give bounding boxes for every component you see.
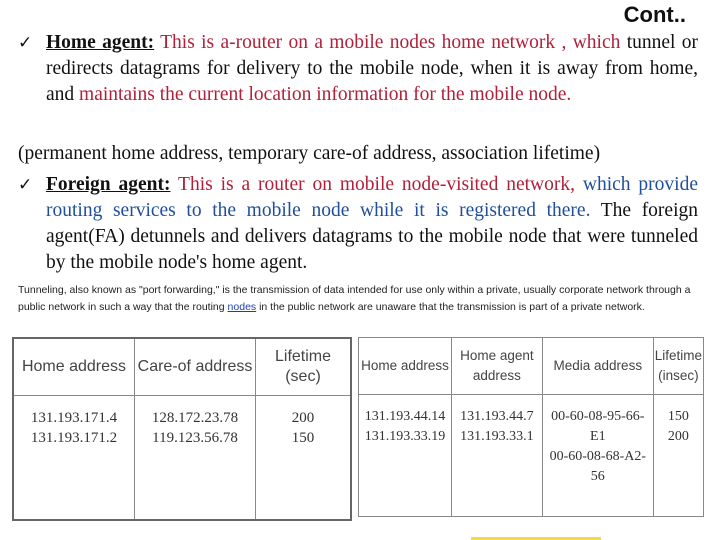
slide-title: Cont.. [623,2,686,27]
table1-cell: 128.172.23.78 119.123.56.78 [135,396,256,521]
home-agent-paragraph [18,30,698,108]
home-agent-highlight: maintains the current location information for the mobile node. [79,84,572,105]
table2-cell: 131.193.44.14 131.193.33.19 [359,395,452,517]
table1-cell: 131.193.171.4 131.193.171.2 [13,396,135,521]
home-agent-definition: This is a-router on a mobile nodes home network , which [154,32,621,53]
table1-cell: 200 150 [256,396,352,521]
checkmark-icon: ✓ [18,175,33,195]
table2-header-home-address: Home address [359,338,452,395]
checkmark-icon: ✓ [18,33,33,53]
table1-header-home-address: Home address [13,338,135,396]
foreign-agent-term: Foreign agent: [46,174,171,195]
home-agent-table [12,337,352,521]
foreign-agent-description: The foreign agent(FA) detunnels and delivers datagrams to the mobile node that were tunneled by the mobile node's home agent. [46,200,699,273]
table2-header-lifetime: Lifetime (insec) [653,338,703,395]
parenthetical-note: (permanent home address, temporary care-of address, association lifetime) [18,143,601,164]
foreign-agent-table [358,337,704,517]
home-agent-term: Home agent: [46,32,155,53]
tunneling-note: Tunneling, also known as "port forwarding," is the transmission of data intended for use only within a private, usually corporate network through a public network in such a way that the routing nodes in the public network are unaware that the transmission is part of a private network. [18,284,691,313]
table2-cell: 00-60-08-95-66-E1 00-60-08-68-A2-56 [542,395,653,517]
table2-header-home-agent-address: Home agent address [451,338,542,395]
foreign-agent-paragraph [18,172,698,276]
home-agent-description: tunnel or redirects datagrams for delivery to the mobile node, when it is away from home, and [46,32,699,105]
table1-header-care-of-address: Care-of address [135,338,256,396]
table2-cell: 150 200 [653,395,703,517]
foreign-agent-definition: This is a router on mobile node-visited network, [170,174,575,195]
table1-header-lifetime: Lifetime (sec) [256,338,352,396]
table2-header-media-address: Media address [542,338,653,395]
nodes-link[interactable]: nodes [227,301,257,313]
table2-cell: 131.193.44.7 131.193.33.1 [451,395,542,517]
foreign-agent-service: which provide routing services to the mobile node while it is registered there. [46,174,698,221]
